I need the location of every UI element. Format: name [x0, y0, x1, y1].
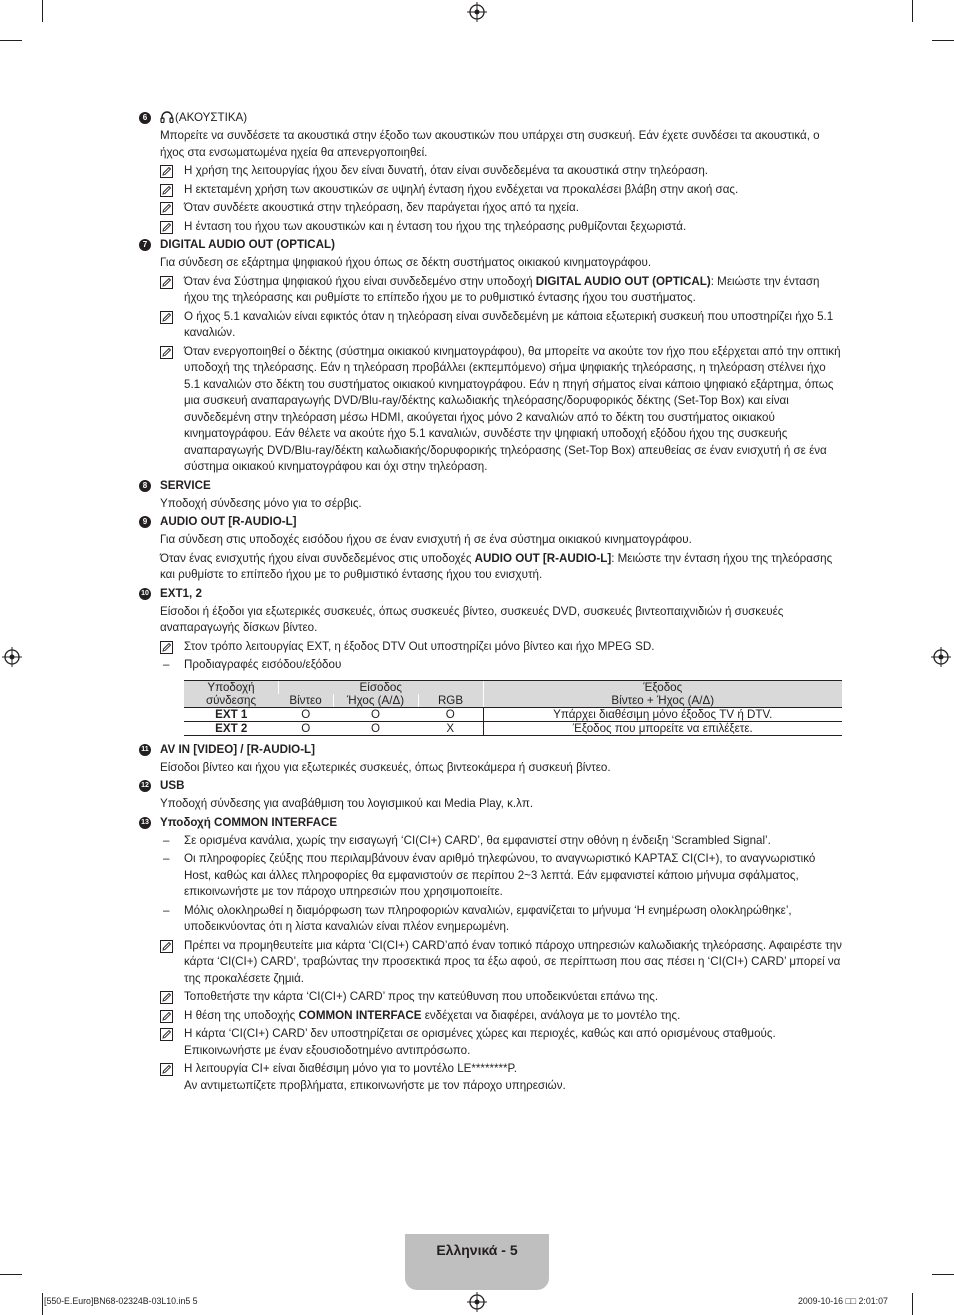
section-title: Υποδοχή COMMON INTERFACE — [160, 815, 338, 829]
section-number: 8 — [139, 480, 151, 492]
note-pencil-icon — [160, 276, 173, 289]
registration-mark-icon — [467, 2, 487, 22]
section-audio-out — [138, 514, 843, 584]
file-info: [550-E.Euro]BN68-02324B-03L10.in5 5 — [44, 1296, 198, 1306]
io-spec-table — [184, 680, 842, 736]
section-number: 7 — [139, 239, 151, 251]
note-pencil-icon — [160, 165, 173, 178]
crop-mark — [912, 0, 913, 22]
section-paragraph: Για σύνδεση σε εξάρτημα ψηφιακού ήχου όπως σε δέκτη συστήματος οικιακού κινηματογράφου. — [160, 256, 652, 269]
header-input: Είσοδος — [279, 680, 484, 694]
note-pencil-icon — [160, 991, 173, 1004]
section-title: DIGITAL AUDIO OUT (OPTICAL) — [160, 238, 335, 251]
note-pencil-icon — [160, 221, 173, 234]
section-number: 12 — [139, 780, 151, 792]
note-item: Πρέπει να προμηθευτείτε μια κάρτα ‘CI(CI+) CARD’από έναν τοπικό πάροχο υπηρεσιών καλωδιακής τηλεόρασης. Αφαιρέστε την κάρτα ‘CI(CI+) CARD’, τραβώντας την προσεκτικά προς τα έξω αφού, σε περίπτωση που σας πέσει η ‘CI(CI+) CARD’ μπορεί να της προκαλέσετε ζημιά. — [160, 938, 843, 988]
section-title: (ΑΚΟΥΣΤΙΚΑ) — [160, 110, 843, 127]
note-pencil-icon — [160, 346, 173, 359]
note-item: Η λειτουργία CI+ είναι διαθέσιμη μόνο για το μοντέλο LE********P. Αν αντιμετωπίζετε προβλήματα, επικοινωνήστε με τον πάροχο υπηρεσιών. — [160, 1061, 843, 1094]
section-paragraph: Υποδοχή σύνδεσης μόνο για το σέρβις. — [160, 496, 362, 510]
note-item: Η κάρτα ‘CI(CI+) CARD’ δεν υποστηρίζεται σε ορισμένες χώρες και περιοχές, καθώς και από ορισμένους σταθμούς. Επικοινωνήστε με έναν εξουσιοδοτημένο αντιπρόσωπο. — [160, 1026, 843, 1059]
section-av-in — [138, 742, 843, 777]
date-info: 2009-10-16 □□ 2:01:07 — [798, 1296, 888, 1306]
section-number: 13 — [139, 817, 151, 829]
section-ext — [138, 586, 843, 736]
table-row: EXT 2 O O X Έξοδος που μπορείτε να επιλέξετε. — [184, 721, 842, 735]
header-output: Έξοδος — [483, 680, 842, 694]
header-connector: Υποδοχή σύνδεσης — [184, 680, 279, 707]
crop-mark — [0, 1274, 22, 1275]
section-paragraph: Είσοδοι ή έξοδοι για εξωτερικές συσκευές, όπως συσκευές βίντεο, συσκευές DVD, συσκευές βιντεοπαιχνιδιών ή συσκευές αναπαραγωγής δίσκων βίντεο. — [160, 604, 784, 634]
note-pencil-icon — [160, 641, 173, 654]
crop-mark — [42, 0, 43, 22]
crop-mark — [932, 1274, 954, 1275]
note-pencil-icon — [160, 1028, 173, 1041]
page-number: Ελληνικά - 5 — [436, 1242, 518, 1258]
note-pencil-icon — [160, 311, 173, 324]
note-item: Η χρήση της λειτουργίας ήχου δεν είναι δυνατή, όταν είναι συνδεδεμένα τα ακουστικά στην τηλεόραση. — [160, 163, 843, 180]
subheader-audio: Ήχος (Α/Δ) — [333, 694, 418, 708]
section-usb — [138, 778, 843, 813]
section-title: AUDIO OUT [R-AUDIO-L] — [160, 515, 297, 528]
note-pencil-icon — [160, 1010, 173, 1023]
dash-item: – Μόλις ολοκληρωθεί η διαμόρφωση των πληροφοριών καναλιών, εμφανίζεται το μήνυμα ‘Η ενημέρωση ολοκληρώθηκε’, υποδεικνύοντας ότι η λίστα καναλιών είναι πλέον ενημερωμένη. — [163, 903, 792, 933]
section-headphones — [138, 110, 843, 235]
section-paragraph: Είσοδοι βίντεο και ήχου για εξωτερικές συσκευές, όπως βιντεοκάμερα ή συσκευή βίντεο. — [160, 760, 611, 774]
section-number: 9 — [139, 516, 151, 528]
note-pencil-icon — [160, 202, 173, 215]
section-title: EXT1, 2 — [160, 586, 202, 600]
note-item: Ο ήχος 5.1 καναλιών είναι εφικτός όταν η τηλεόραση είναι συνδεδεμένη με κάποια εξωτερική συσκευή που υποστηρίζει ήχο 5.1 καναλιών. — [160, 309, 843, 342]
note-item: Όταν ενεργοποιηθεί ο δέκτης (σύστημα οικιακού κινηματογράφου), θα μπορείτε να ακούτε τον ήχο που εξέρχεται από την οπτική υποδοχή της τηλεόρασης. Εάν η τηλεόραση προβάλλει (εκπεμπόμενο) σήμα ψηφιακής τηλεόρασης, η τηλεόραση στέλνει ήχο 5.1 καναλιών στο δέκτη του συστήματος οικιακού κινηματογράφου. Εάν η πηγή σήματος είναι κάποιο ψηφιακό εξάρτημα, όπως μια συσκευή αναπαραγωγής DVD/Blu-ray/δέκτης καλωδιακής τηλεόρασης/δορυφορικός δέκτης (Set-Top Box) και είναι συνδεδεμένη στην τηλεόραση μέσω HDMI, ακούγεται ήχος μόνο 2 καναλιών από το δέκτη του συστήματος οικιακού κινηματογράφου. Εάν θέλετε να ακούτε ήχο 5.1 καναλιών, συνδέστε την ψηφιακή υποδοχή εξόδου ήχου της συσκευής αναπαραγωγής DVD/Blu-ray/δέκτη καλωδιακής/δορυφορικής τηλεόρασης (Set-Top Box) απευθείας σε έναν ενισχυτή ή σε ένα σύστημα οικιακού κινηματογράφου και όχι στην τηλεόραση. — [160, 344, 843, 476]
section-title: USB — [160, 779, 185, 792]
crop-mark — [42, 1293, 43, 1315]
table-subheader-row — [184, 694, 842, 708]
subheader-out: Βίντεο + Ήχος (Α/Δ) — [483, 694, 842, 708]
section-paragraph: Για σύνδεση στις υποδοχές εισόδου ήχου σε έναν ενισχυτή ή σε ένα σύστημα οικιακού κινηματογράφου. — [160, 533, 692, 546]
crop-mark — [0, 40, 22, 41]
note-item: Στον τρόπο λειτουργίας EXT, η έξοδος DTV Out υποστηρίζει μόνο βίντεο και ήχο MPEG SD. — [160, 639, 843, 656]
section-service — [138, 478, 843, 513]
section-paragraph: Μπορείτε να συνδέσετε τα ακουστικά στην έξοδο των ακουστικών που υπάρχει στη συσκευή. Εάν έχετε συνδέσει τα ακουστικά, ο ήχος στα ενσωματωμένα ηχεία θα απενεργοποιηθεί. — [160, 129, 820, 159]
subheader-rgb: RGB — [418, 694, 483, 708]
dash-item: – Προδιαγραφές εισόδου/εξόδου — [163, 658, 342, 671]
note-item: Η θέση της υποδοχής COMMON INTERFACE ενδέχεται να διαφέρει, ανάλογα με το μοντέλο της. — [160, 1008, 843, 1025]
subheader-video: Βίντεο — [279, 694, 334, 708]
headphones-icon — [160, 111, 174, 129]
section-number: 11 — [139, 744, 151, 756]
section-paragraph: Υποδοχή σύνδεσης για αναβάθμιση του λογισμικού και Media Play, κ.λπ. — [160, 797, 534, 810]
note-item: Όταν συνδέετε ακουστικά στην τηλεόραση, δεν παράγεται ήχος από τα ηχεία. — [160, 200, 843, 217]
main-content — [138, 110, 843, 1096]
table-header-row — [184, 680, 842, 694]
section-title: AV IN [VIDEO] / [R-AUDIO-L] — [160, 742, 315, 756]
table-row: EXT 1 O O O Υπάρχει διαθέσιμη μόνο έξοδος TV ή DTV. — [184, 707, 842, 721]
section-number: 6 — [139, 112, 151, 124]
section-paragraph: Όταν ένας ενισχυτής ήχου είναι συνδεδεμένος στις υποδοχές AUDIO OUT [R-AUDIO-L]: Μειώστε την ένταση ήχου της τηλεόρασης και ρυθμίστε το επίπεδο ήχου με το ρυθμιστικό έντασης ήχου του ενισχυτή. — [160, 551, 833, 581]
registration-mark-icon — [2, 647, 22, 667]
note-pencil-icon — [160, 1063, 173, 1076]
note-item: Η ένταση του ήχου των ακουστικών και η ένταση του ήχου της τηλεόρασης ρυθμίζονται ξεχωριστά. — [160, 219, 843, 236]
crop-mark — [912, 1293, 913, 1315]
registration-mark-icon — [931, 647, 951, 667]
registration-mark-icon — [467, 1292, 487, 1312]
section-title: SERVICE — [160, 478, 211, 492]
note-item: Όταν ένα Σύστημα ψηφιακού ήχου είναι συνδεδεμένο στην υποδοχή DIGITAL AUDIO OUT (OPTICAL): Μειώστε την ένταση ήχου της τηλεόρασης και ρυθμίστε το επίπεδο ήχου με το ρυθμιστικό έντασης ήχου του συστήματος. — [160, 274, 843, 307]
note-pencil-icon — [160, 940, 173, 953]
dash-item: – Οι πληροφορίες ζεύξης που περιλαμβάνουν έναν αριθμό τηλεφώνου, το αναγνωριστικό ΚΑΡΤΑΣ CI(CI+), το αναγνωριστικό Host, καθώς και άλλες πληροφορίες θα εμφανιστούν σε περίπου 2~3 λεπτά. Εάν εμφανιστεί κάποιο μήνυμα σφάλματος, επικοινωνήστε με τον πάροχο υπηρεσιών που χρησιμοποιείτε. — [163, 852, 816, 898]
page-number-tab — [405, 1234, 549, 1290]
section-digital-audio-out — [138, 237, 843, 476]
section-common-interface — [138, 815, 843, 1095]
section-number: 10 — [139, 588, 151, 600]
note-item: Η εκτεταμένη χρήση των ακουστικών σε υψηλή ένταση ήχου ενδέχεται να προκαλέσει βλάβη στην ακοή σας. — [160, 182, 843, 199]
crop-mark — [932, 40, 954, 41]
note-pencil-icon — [160, 184, 173, 197]
note-item: Τοποθετήστε την κάρτα ‘CI(CI+) CARD’ προς την κατεύθυνση που υποδεικνύεται επάνω της. — [160, 989, 843, 1006]
dash-item: – Σε ορισμένα κανάλια, χωρίς την εισαγωγή ‘CI(CI+) CARD’, θα εμφανιστεί στην οθόνη η ένδειξη ‘Scrambled Signal’. — [163, 833, 771, 847]
